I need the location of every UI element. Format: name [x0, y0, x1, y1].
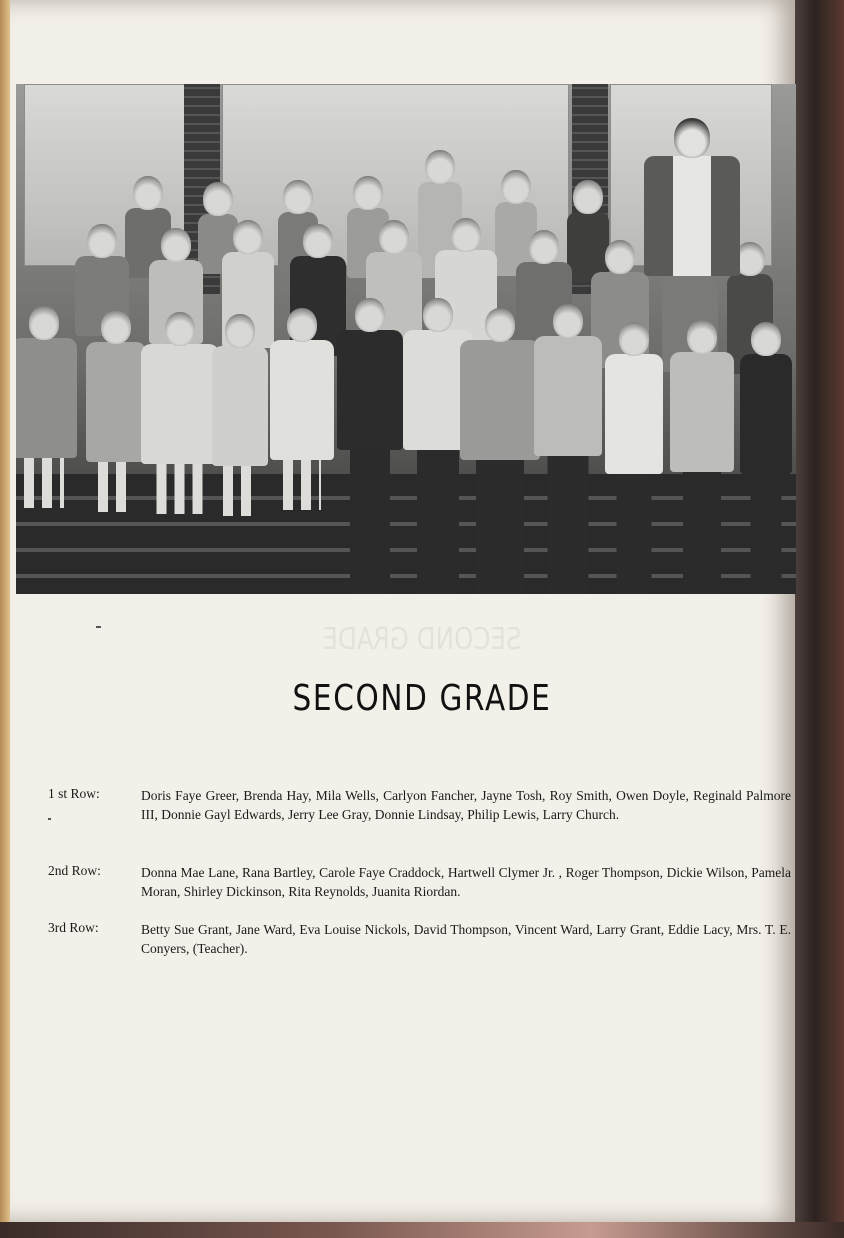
student-head	[425, 150, 455, 184]
page-heading: SECOND GRADE	[292, 678, 552, 719]
student-clothing	[460, 340, 540, 460]
facing-page-shadow	[795, 0, 844, 1238]
student-legs	[617, 474, 652, 594]
student-head	[303, 224, 333, 258]
row-names: Donna Mae Lane, Rana Bartley, Carole Faye Craddock, Hartwell Clymer Jr. , Roger Thompson, Dickie Wilson, Pamela Moran, Shirley Dickinson, Rita Reynolds, Juanita Riordan.	[141, 865, 791, 899]
student-head	[353, 176, 383, 210]
student-legs	[223, 466, 257, 516]
student-legs	[548, 456, 589, 594]
student-clothing	[86, 342, 146, 462]
student-clothing	[605, 354, 663, 474]
row-names: Betty Sue Grant, Jane Ward, Eva Louise Nickols, David Thompson, Vincent Ward, Larry Grant, Eddie Lacy, Mrs. T. E. Conyers, (Teacher).	[141, 922, 791, 956]
student-head	[203, 182, 233, 216]
student-head	[501, 170, 531, 204]
show-through-text: SECOND GRADE	[322, 622, 522, 657]
student-head	[161, 228, 191, 262]
row-label: 1 st Row:	[48, 786, 100, 801]
student-head	[283, 180, 313, 214]
student-head	[165, 312, 195, 346]
student-legs	[157, 464, 204, 514]
student-legs	[350, 450, 390, 594]
student-head	[225, 314, 255, 348]
student-clothing	[670, 352, 734, 472]
student-head	[379, 220, 409, 254]
student-head	[101, 310, 131, 344]
print-mark	[96, 626, 101, 628]
student-head	[29, 306, 59, 340]
student-legs	[683, 472, 721, 594]
student-clothing	[534, 336, 602, 456]
student-head	[233, 220, 263, 254]
row-names: Doris Faye Greer, Brenda Hay, Mila Wells, Carlyon Fancher, Jayne Tosh, Roy Smith, Owen Doyle, Reginald Palmore III, Donnie Gayl Edwards, Jerry Lee Gray, Donnie Lindsay, Philip Lewis, Larry Church.	[141, 788, 791, 822]
student-clothing	[270, 340, 334, 460]
teacher-cardigan	[644, 156, 740, 276]
print-mark	[48, 818, 51, 820]
student-legs	[283, 460, 321, 510]
student-clothing	[740, 354, 792, 474]
page-bottom-edge	[0, 1222, 844, 1238]
student-clothing	[16, 338, 77, 458]
student-head	[133, 176, 163, 210]
student-legs	[476, 460, 524, 594]
student-clothing	[337, 330, 403, 450]
student-head	[573, 180, 603, 214]
student-head	[451, 218, 481, 252]
student-head	[87, 224, 117, 258]
student-head	[605, 240, 635, 274]
student-head	[687, 320, 717, 354]
student-head	[553, 304, 583, 338]
student-head	[355, 298, 385, 332]
row-label: 3rd Row:	[48, 920, 99, 935]
teacher-head	[674, 118, 710, 158]
class-photo	[16, 84, 796, 594]
row-label: 2nd Row:	[48, 863, 101, 878]
student-head	[423, 298, 453, 332]
student-legs	[417, 450, 459, 594]
student-legs	[24, 458, 64, 508]
student-legs	[98, 462, 134, 512]
student-head	[619, 322, 649, 356]
student-head	[751, 322, 781, 356]
student-clothing	[141, 344, 219, 464]
student-clothing	[212, 346, 268, 466]
student-head	[529, 230, 559, 264]
student-legs	[751, 474, 782, 594]
student-head	[287, 308, 317, 342]
student-head	[485, 308, 515, 342]
